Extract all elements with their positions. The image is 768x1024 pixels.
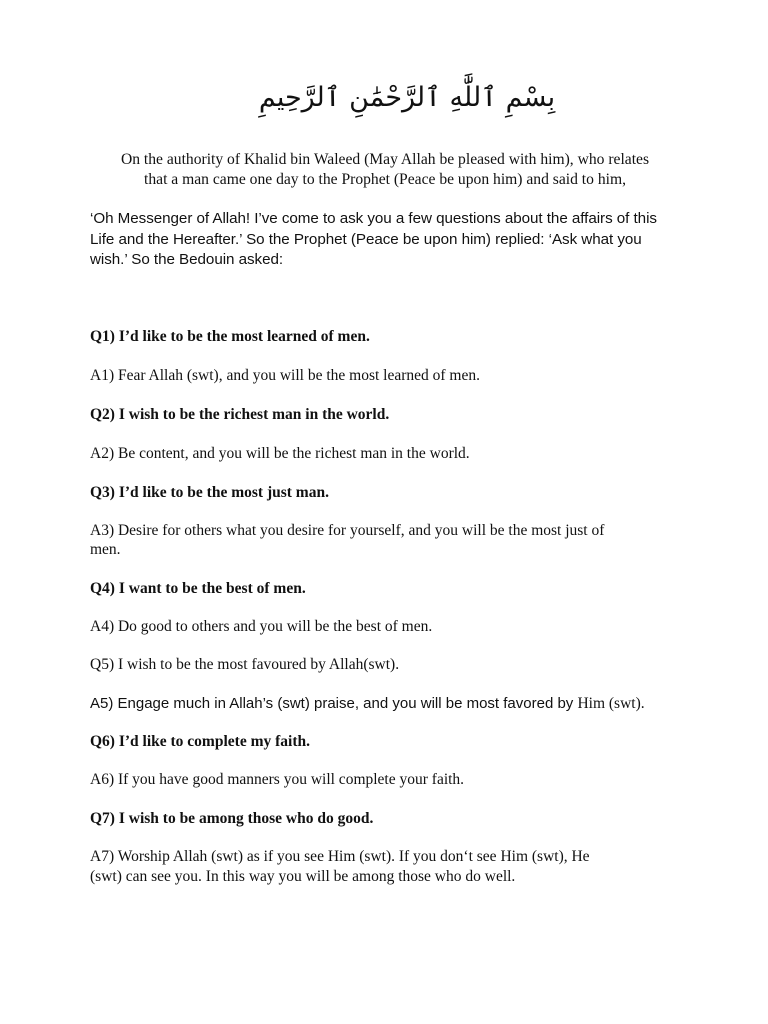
question-7: Q7) I wish to be among those who do good. (90, 810, 374, 827)
answer-4: A4) Do good to others and you will be the best of men. (90, 618, 433, 635)
answer-5 (90, 694, 690, 714)
answer-7-line-2: (swt) can see you. In this way you will be among those who do well. (90, 868, 516, 885)
request-line-1: ‘Oh Messenger of Allah! I’ve come to ask you a few questions about the affairs of this (90, 210, 657, 227)
intro-paragraph (84, 150, 686, 190)
bismillah-text: بِسْمِ ٱللَّٰهِ ٱلرَّحْمَٰنِ ٱلرَّحِيمِ (258, 82, 556, 113)
intro-line-1: On the authority of Khalid bin Waleed (May Allah be pleased with him), who relates (120, 151, 650, 168)
answer-3-line-1: A3) Desire for others what you desire for yourself, and you will be the most just of (90, 522, 605, 539)
request-line-2: Life and the Hereafter.’ So the Prophet (Peace be upon him) replied: ‘Ask what you (90, 230, 642, 248)
question-2: Q2) I wish to be the richest man in the world. (90, 406, 390, 423)
answer-2: A2) Be content, and you will be the richest man in the world. (90, 445, 470, 462)
question-3: Q3) I’d like to be the most just man. (90, 484, 329, 501)
question-1: Q1) I’d like to be the most learned of men. (90, 328, 370, 345)
question-4: Q4) I want to be the best of men. (90, 580, 306, 597)
answer-7-line-1: A7) Worship Allah (swt) as if you see Him (swt). If you don‘t see Him (swt), He (90, 848, 590, 865)
bedouin-request-paragraph (90, 209, 700, 271)
question-5: Q5) I wish to be the most favoured by Allah(swt). (90, 656, 400, 673)
bismillah-calligraphy (258, 70, 556, 126)
answer-3-line-2: men. (90, 541, 121, 558)
request-line-3: wish.’ So the Bedouin asked: (90, 251, 284, 268)
answer-5-part-1: A5) Engage much in Allah’s (swt) praise, and you will be most favored by (90, 695, 578, 712)
answer-6: A6) If you have good manners you will complete your faith. (90, 771, 465, 788)
answer-5-part-2: Him (swt). (577, 695, 645, 712)
answer-1: A1) Fear Allah (swt), and you will be the most learned of men. (90, 367, 480, 384)
question-6: Q6) I’d like to complete my faith. (90, 733, 310, 750)
intro-line-2: that a man came one day to the Prophet (Peace be upon him) and said to him, (144, 171, 626, 188)
